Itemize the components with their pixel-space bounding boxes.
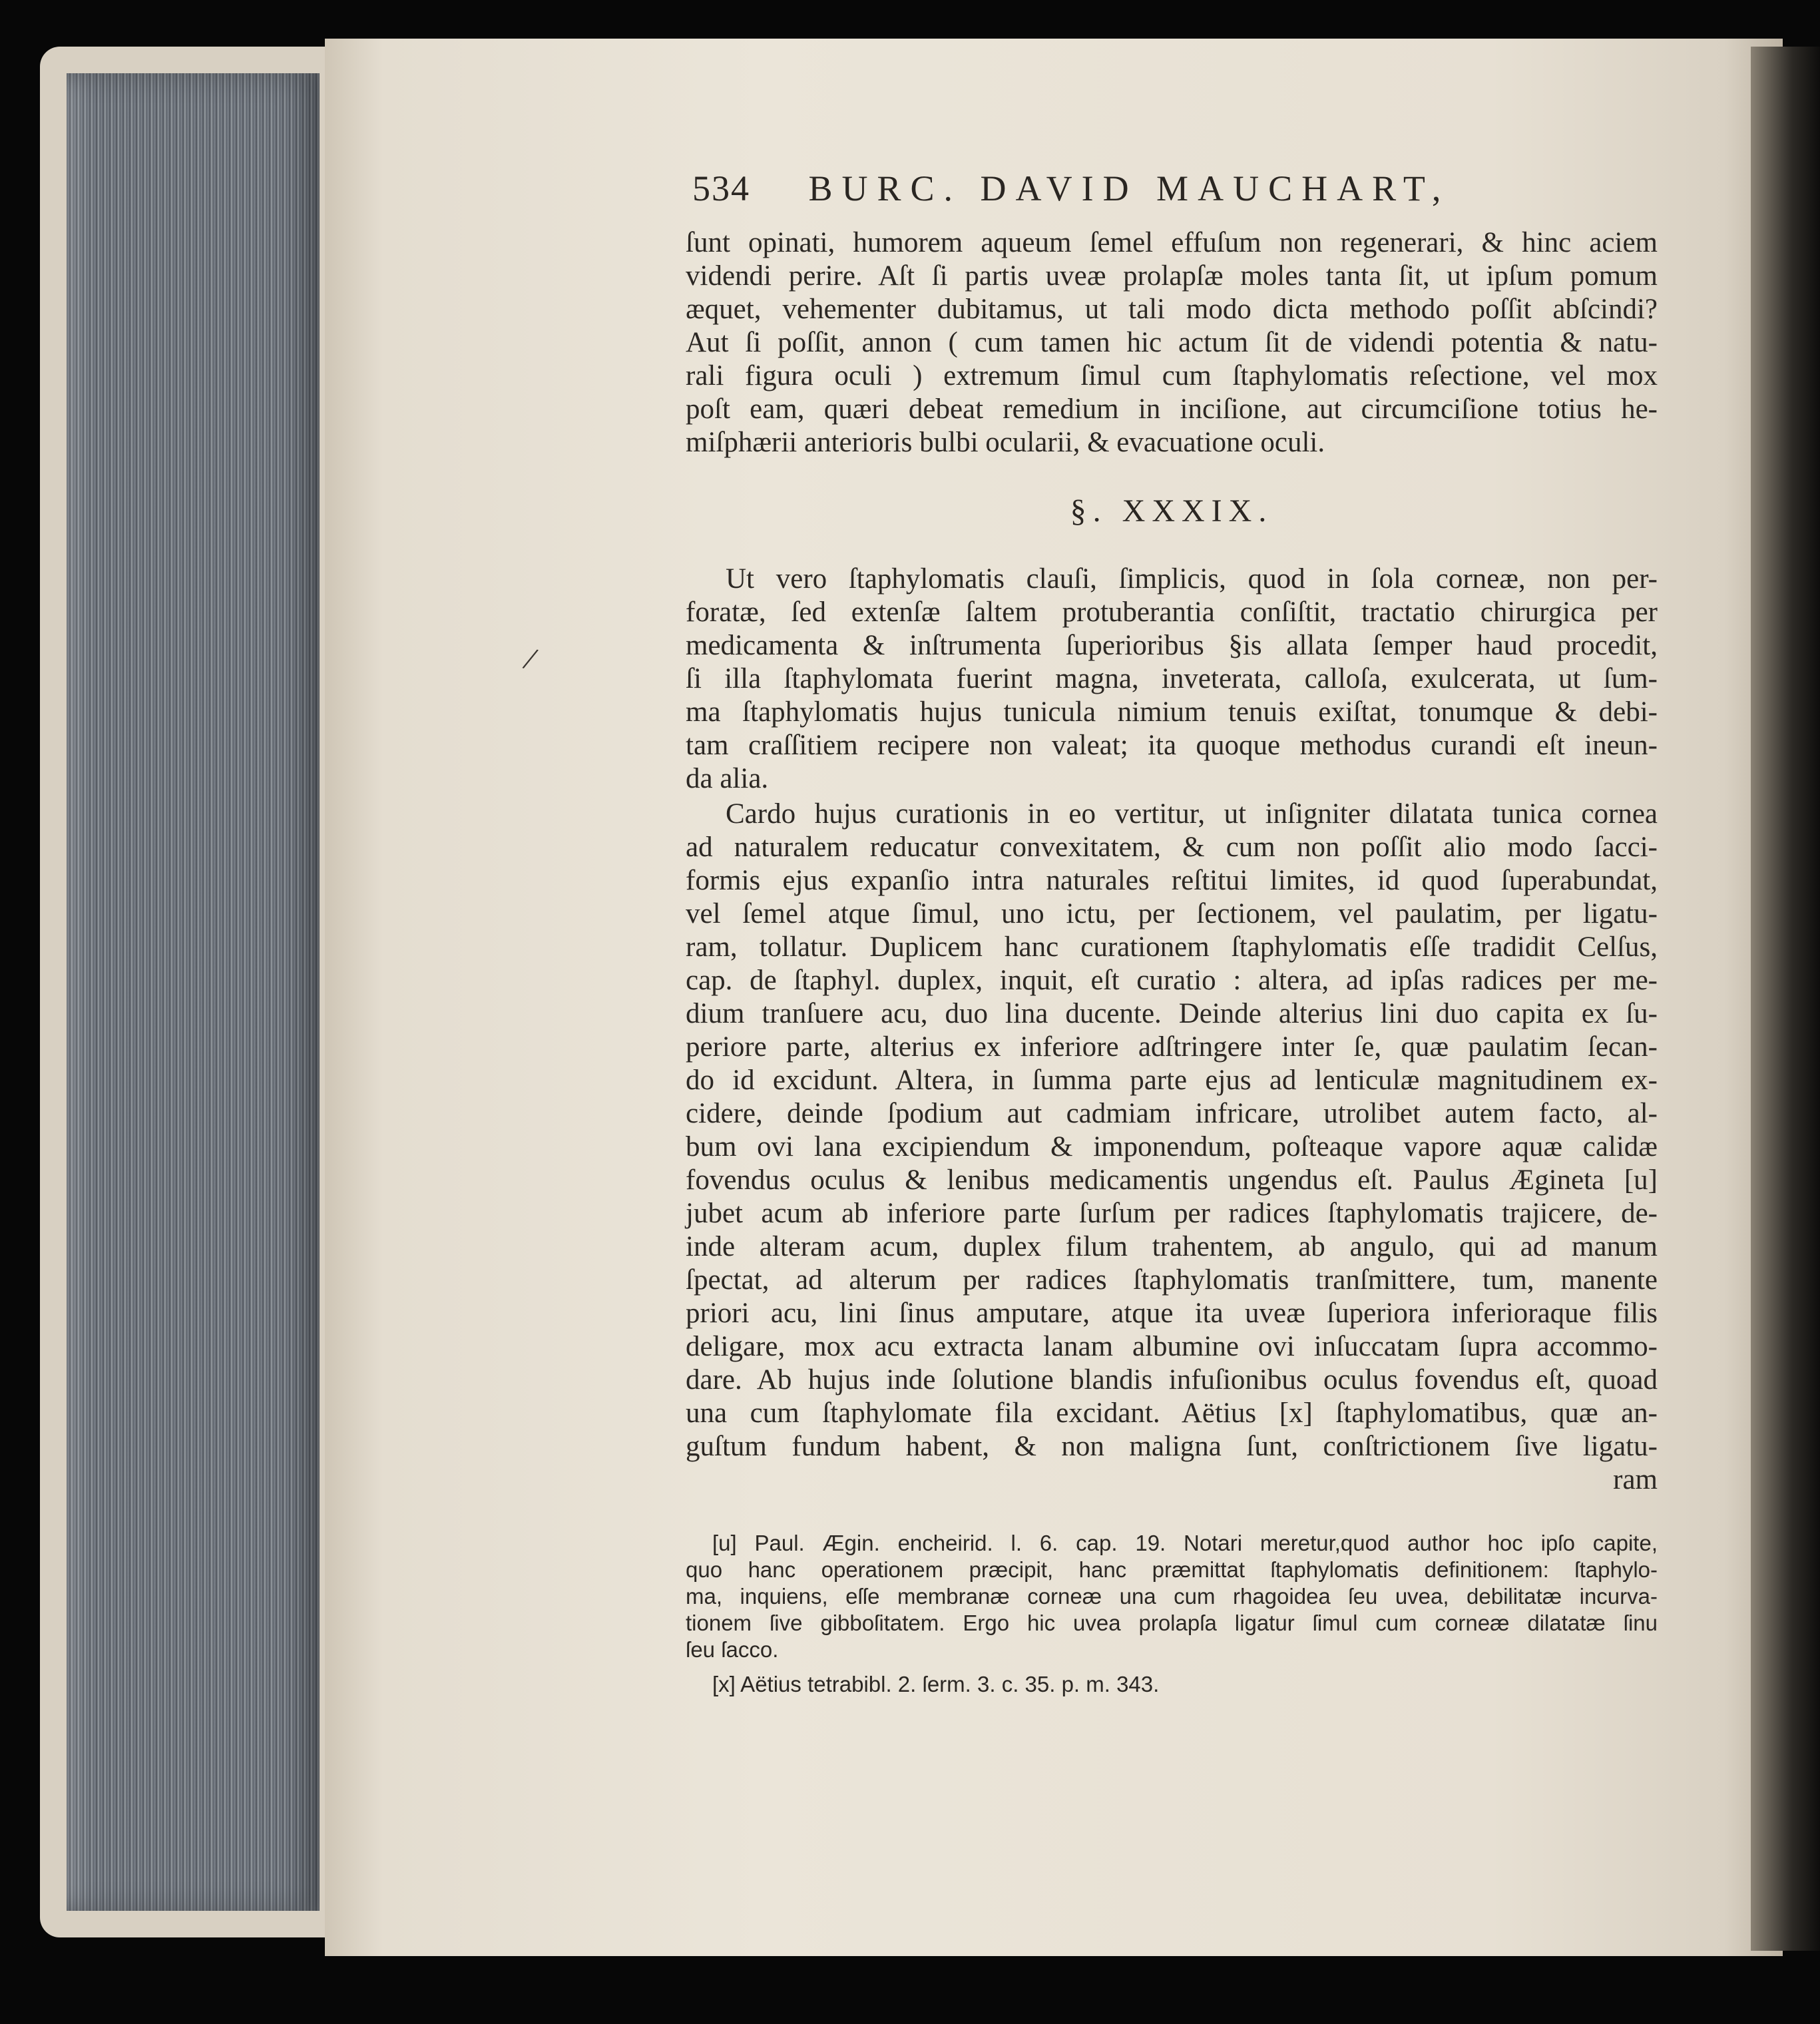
text-line: da alia.: [686, 763, 769, 794]
text-line: tam craſſitiem recipere non valeat; ita quoque methodus curandi eſt ineun-: [686, 730, 1658, 761]
text-line: cidere, deinde ſpodium aut cadmiam infricare, utrolibet autem facto, al-: [686, 1098, 1658, 1129]
text-line: foratæ, ſed extenſæ ſaltem protuberantia conſiſtit, tractatio chirurgica per: [686, 597, 1658, 628]
text-line: priori acu, lini ſinus amputare, atque ita uveæ ſuperiora inferioraque filis: [686, 1298, 1658, 1329]
gutter-shadow: [1751, 47, 1820, 1951]
text-line: cap. de ſtaphyl. duplex, inquit, eſt curatio : altera, ad ipſas radices per me-: [686, 965, 1658, 996]
text-line: ma ſtaphylomatis hujus tunicula nimium tenuis exiſtat, tonumque & debi-: [686, 696, 1658, 728]
running-head: [692, 168, 1571, 214]
running-head-author: BURC. DAVID MAUCHART,: [808, 168, 1451, 208]
footnote-line: [u] Paul. Ægin. encheirid. l. 6. cap. 19. Notari meretur,quod author hoc ipſo capite,: [712, 1531, 1658, 1555]
text-line: ſi illa ſtaphylomata fuerint magna, inveterata, calloſa, exulcerata, ut ſum-: [686, 663, 1658, 694]
text-line: poſt eam, quæri debeat remedium in inciſione, aut circumciſione totius he-: [686, 393, 1658, 425]
text-line: Aut ſi poſſit, annon ( cum tamen hic actum ſit de videndi potentia & natu-: [686, 327, 1658, 358]
text-line: bum ovi lana excipiendum & imponendum, poſteaque vapore aquæ calidæ: [686, 1131, 1658, 1162]
text-line: dium tranſuere acu, duo lina ducente. Deinde alterius lini duo capita ex ſu-: [686, 998, 1658, 1029]
text-line: jubet acum ab inferiore parte ſurſum per radices ſtaphylomatis trajicere, de-: [686, 1198, 1658, 1229]
text-line: ad naturalem reducatur convexitatem, & cum non poſſit alio modo ſacci-: [686, 832, 1658, 863]
text-line: ram, tollatur. Duplicem hanc curationem ſtaphylomatis eſſe tradidit Celſus,: [686, 931, 1658, 963]
ink-mark: /: [519, 639, 542, 678]
catchword: ram: [1613, 1464, 1658, 1495]
footnote-line: quo hanc operationem præcipit, hanc præmittat ſtaphylomatis definitionem: ſtaphylo-: [686, 1557, 1658, 1582]
text-line: medicamenta & inſtrumenta ſuperioribus §is allata ſemper haud procedit,: [686, 630, 1658, 661]
page-number: 534: [692, 168, 750, 208]
text-line: videndi perire. Aſt ſi partis uveæ prolapſæ moles tanta ſit, ut ipſum pomum: [686, 260, 1658, 292]
section-heading: §. XXXIX.: [1070, 493, 1273, 529]
text-line: guſtum fundum habent, & non maligna ſunt, conſtrictionem ſive ligatu-: [686, 1431, 1658, 1462]
text-line: formis ejus expanſio intra naturales reſtitui limites, id quod ſuperabundat,: [686, 865, 1658, 896]
page-fore-edge: [67, 73, 320, 1911]
text-line: miſphærii anterioris bulbi ocularii, & evacuatione oculi.: [686, 427, 1325, 458]
text-line: vel ſemel atque ſimul, uno ictu, per ſectionem, vel paulatim, per ligatu-: [686, 898, 1658, 929]
footnote-line: ma, inquiens, eſſe membranæ corneæ una cum rhagoidea ſeu uvea, debilitatæ incurva-: [686, 1584, 1658, 1609]
footnote-line: ſeu ſacco.: [686, 1637, 779, 1662]
text-line: periore parte, alterius ex inferiore adſtringere inter ſe, quæ paulatim ſecan-: [686, 1031, 1658, 1063]
text-line: æquet, vehementer dubitamus, ut tali modo dicta methodo poſſit abſcindi?: [686, 294, 1658, 325]
footnote-line: tionem ſive gibboſitatem. Ergo hic uvea prolapſa ligatur ſimul cum corneæ dilatatæ ſinu: [686, 1611, 1658, 1635]
text-line: deligare, mox acu extracta lanam albumine ovi inſuccatam ſupra accommo-: [686, 1331, 1658, 1362]
text-line: una cum ſtaphylomate fila excidant. Aëtius [x] ſtaphylomatibus, quæ an-: [686, 1397, 1658, 1429]
text-line: fovendus oculus & lenibus medicamentis ungendus eſt. Paulus Ægineta [u]: [686, 1164, 1658, 1196]
text-line: ſunt opinati, humorem aqueum ſemel effuſum non regenerari, & hinc aciem: [686, 227, 1658, 258]
text-line: ſpectat, ad alterum per radices ſtaphylomatis tranſmittere, tum, manente: [686, 1264, 1658, 1296]
text-line: inde alteram acum, duplex filum trahentem, ab angulo, qui ad manum: [686, 1231, 1658, 1262]
footnote-line: [x] Aëtius tetrabibl. 2. ſerm. 3. c. 35. p. m. 343.: [712, 1672, 1160, 1696]
text-line: dare. Ab hujus inde ſolutione blandis infuſionibus oculus fovendus eſt, quoad: [686, 1364, 1658, 1395]
text-line: Cardo hujus curationis in eo vertitur, ut inſigniter dilatata tunica cornea: [726, 798, 1658, 830]
text-line: do id excidunt. Altera, in ſumma parte ejus ad lenticulæ magnitudinem ex-: [686, 1065, 1658, 1096]
text-line: rali figura oculi ) extremum ſimul cum ſtaphylomatis reſectione, vel mox: [686, 360, 1658, 391]
text-line: Ut vero ſtaphylomatis clauſi, ſimplicis, quod in ſola corneæ, non per-: [726, 563, 1658, 595]
